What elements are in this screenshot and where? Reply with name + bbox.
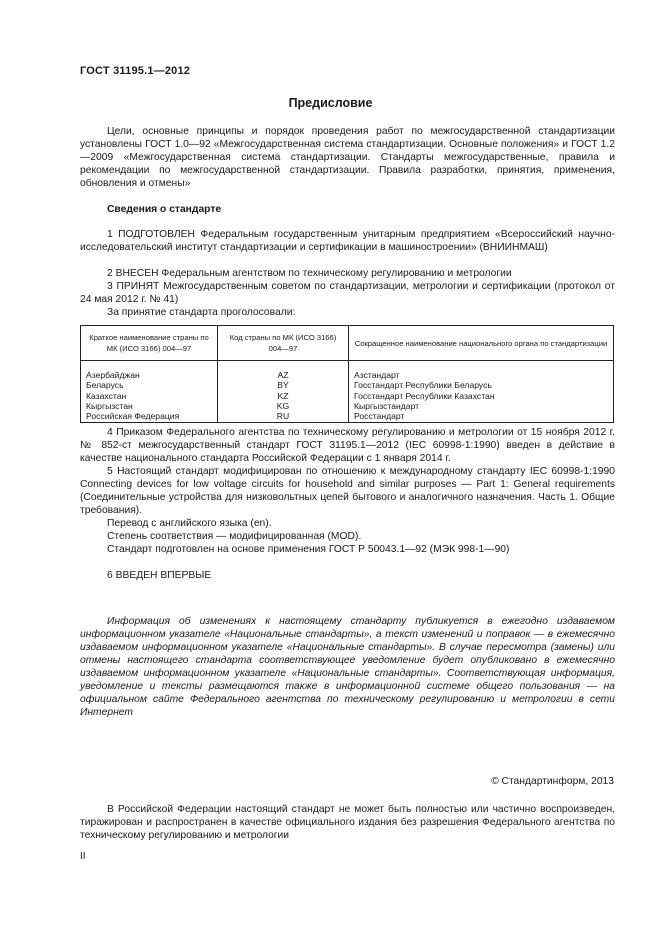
item-2: 2 ВНЕСЕН Федеральным агентством по техническому регулированию и метрологии <box>107 268 512 279</box>
table-row <box>81 401 614 411</box>
info-note: Информация об изменениях к настоящему стандарту публикуется в ежегодно издаваемом информационном указателе «Национальные стандарты», а текст изменений и поправок — в ежемесячно издаваемом информационном указателе «Национальные стандарты». В случае пересмотра (замены) или отмены настоящего стандарта соответствующее уведомление будет опубликовано в ежемесячно издаваемом информационном указателе «Национальные стандарты». Соответствующая информация, уведомление и тексты размещаются также в информационной системе общего пользования — на официальном сайте Федерального агентства по техническому регулированию и метрологии в сети Интернет <box>80 616 615 718</box>
table-cell-country: Российская Федерация <box>81 411 218 423</box>
item-3-voting: За принятие стандарта проголосовали: <box>107 307 296 318</box>
table-cell-code: BY <box>218 380 349 390</box>
table-header-code: Код страны по МК (ИСО 3166) 004—97 <box>218 326 349 361</box>
table-row <box>81 391 614 401</box>
copyright: © Стандартинформ, 2013 <box>491 776 614 787</box>
table-header-body: Сокращенное наименование национального органа по стандартизации <box>349 326 614 361</box>
table-cell-body: Азстандарт <box>349 361 614 381</box>
table-cell-country: Беларусь <box>81 380 218 390</box>
item-5-basis: Стандарт подготовлен на основе применения ГОСТ Р 50043.1—92 (МЭК 998-1—90) <box>107 544 510 555</box>
table-cell-body: Госстандарт Республики Казахстан <box>349 391 614 401</box>
item-1: 1 ПОДГОТОВЛЕН Федеральным государственным унитарным предприятием «Всероссийский научно-исследовательский институт стандартизации и сертификации в машиностроении» (ВНИИНМАШ) <box>80 229 615 253</box>
page-title: Предисловие <box>288 96 373 110</box>
item-4: 4 Приказом Федерального агентства по техническому регулированию и метрологии от 15 ноября 2012 г. № 852-ст межгосударственный стандарт ГОСТ 31195.1—2012 (IEC 60998-1:1990) введен в действие в качестве национального стандарта Российской Федерации с 1 января 2014 г. <box>80 427 615 464</box>
table-header-row <box>81 326 614 361</box>
table-cell-country: Азербайджан <box>81 361 218 381</box>
table-cell-body: Кыргызстандарт <box>349 401 614 411</box>
table-row <box>81 411 614 423</box>
voting-table <box>80 325 614 423</box>
intro-paragraph: Цели, основные принципы и порядок проведения работ по межгосударственной стандартизации установлены ГОСТ 1.0—92 «Межгосударственная система стандартизации. Основные положения» и ГОСТ 1.2—2009 «Межгосударственная система стандартизации. Стандарты межгосударственные, правила и рекомендации по межгосударственной стандартизации. Правила разработки, принятия, применения, обновления и отмены» <box>80 126 615 189</box>
rights-notice: В Российской Федерации настоящий стандарт не может быть полностью или частично воспроизведен, тиражирован и распространен в качестве официального издания без разрешения Федерального агентства по техническому регулированию и метрологии <box>80 804 615 841</box>
table-cell-body: Росстандарт <box>349 411 614 423</box>
item-5-translation: Перевод с английского языка (en). <box>107 518 272 529</box>
item-3: 3 ПРИНЯТ Межгосударственным советом по стандартизации, метрологии и сертификации (протокол от 24 мая 2012 г. № 41) <box>80 281 615 305</box>
page-number: II <box>80 851 86 862</box>
section-title: Сведения о стандарте <box>107 204 222 215</box>
document-header: ГОСТ 31195.1—2012 <box>80 65 191 77</box>
item-6: 6 ВВЕДЕН ВПЕРВЫЕ <box>107 570 212 581</box>
table-cell-code: RU <box>218 411 349 423</box>
table-cell-code: KZ <box>218 391 349 401</box>
table-row <box>81 361 614 381</box>
table-cell-body: Госстандарт Республики Беларусь <box>349 380 614 390</box>
table-row <box>81 380 614 390</box>
item-5-conformity: Степень соответствия — модифицированная (MOD). <box>107 531 362 542</box>
table-header-country: Краткое наименование страны по МК (ИСО 3166) 004—97 <box>81 326 218 361</box>
table-cell-country: Кыргызстан <box>81 401 218 411</box>
table-cell-country: Казахстан <box>81 391 218 401</box>
table-cell-code: AZ <box>218 361 349 381</box>
item-5: 5 Настоящий стандарт модифицирован по отношению к международному стандарту IEC 60998-1:1990 Connecting devices for low voltage circuits for household and similar purposes — Part 1: General requirements (Соединительные устройства для низковольтных цепей бытового и аналогичного назначения. Часть 1. Общие требования). <box>80 466 615 516</box>
table-cell-code: KG <box>218 401 349 411</box>
